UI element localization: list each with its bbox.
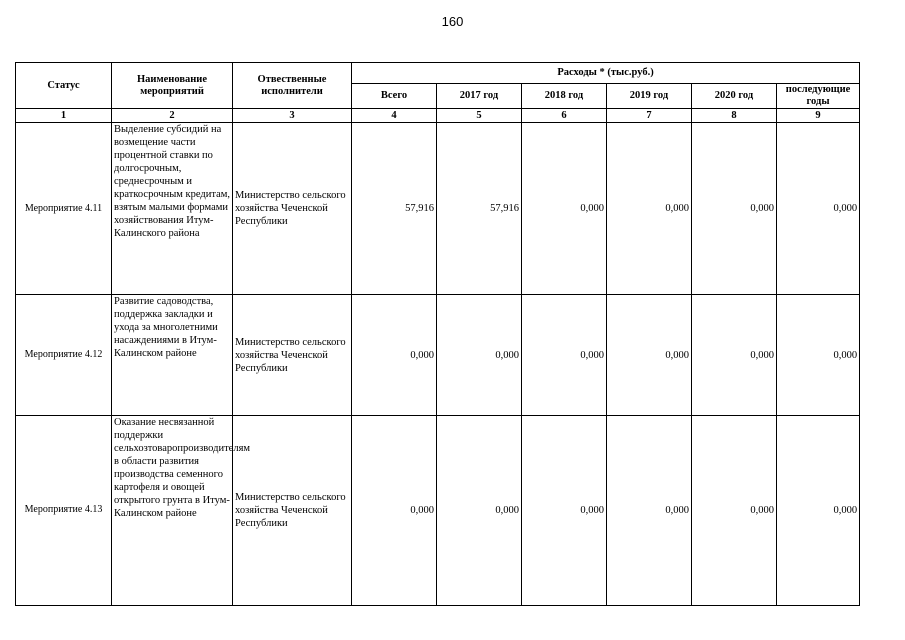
value-2017: 0,000 [437,295,522,415]
index-cell: 3 [233,109,352,123]
header-status: Статус [16,63,112,109]
status-cell: Мероприятие 4.11 [16,123,112,295]
status-cell: Мероприятие 4.13 [16,415,112,605]
value-2018: 0,000 [522,123,607,295]
value-later: 0,000 [777,295,860,415]
index-cell: 6 [522,109,607,123]
index-cell: 1 [16,109,112,123]
index-cell: 4 [352,109,437,123]
header-expenses: Расходы * (тыс.руб.) [352,63,860,84]
table-row [16,295,860,415]
index-cell: 5 [437,109,522,123]
responsible-cell: Министерство сельского хозяйства Чеченской Республики [233,295,352,415]
value-total: 57,916 [352,123,437,295]
header-year-2017: 2017 год [437,84,522,109]
value-2019: 0,000 [607,415,692,605]
value-2019: 0,000 [607,295,692,415]
header-year-2018: 2018 год [522,84,607,109]
name-cell: Выделение субсидий на возмещение части процентной ставки по долгосрочным, среднесрочным и краткосрочным кредитам, взятым малыми формами хозяйствования Итум-Калинского района [112,123,233,295]
table-row [16,123,860,295]
index-cell: 8 [692,109,777,123]
value-2020: 0,000 [692,415,777,605]
header-year-later: последующие годы [777,84,860,109]
status-cell: Мероприятие 4.12 [16,295,112,415]
header-responsible: Отвественные исполнители [233,63,352,109]
table-row [16,415,860,605]
value-total: 0,000 [352,415,437,605]
value-2020: 0,000 [692,123,777,295]
value-later: 0,000 [777,123,860,295]
header-name: Наименование мероприятий [112,63,233,109]
name-cell: Оказание несвязанной поддержки сельхозтоваропроизводителям в области развития производства семенного картофеля и овощей открытого грунта в Итум-Калинском районе [112,415,233,605]
page-number: 160 [441,14,464,29]
value-2017: 0,000 [437,415,522,605]
header-year-2020: 2020 год [692,84,777,109]
value-2020: 0,000 [692,295,777,415]
header-year-2019: 2019 год [607,84,692,109]
index-cell: 7 [607,109,692,123]
responsible-cell: Министерство сельского хозяйства Чеченской Республики [233,123,352,295]
value-2019: 0,000 [607,123,692,295]
responsible-cell: Министерство сельского хозяйства Чеченской Республики [233,415,352,605]
value-2018: 0,000 [522,415,607,605]
value-2017: 57,916 [437,123,522,295]
header-year-total: Всего [352,84,437,109]
index-cell: 2 [112,109,233,123]
value-later: 0,000 [777,415,860,605]
index-row [16,109,860,123]
index-cell: 9 [777,109,860,123]
name-cell: Развитие садоводства, поддержка закладки и ухода за многолетними насаждениями в Итум-Калинском районе [112,295,233,415]
expenses-table [15,62,860,606]
value-total: 0,000 [352,295,437,415]
header-row [16,63,860,84]
value-2018: 0,000 [522,295,607,415]
